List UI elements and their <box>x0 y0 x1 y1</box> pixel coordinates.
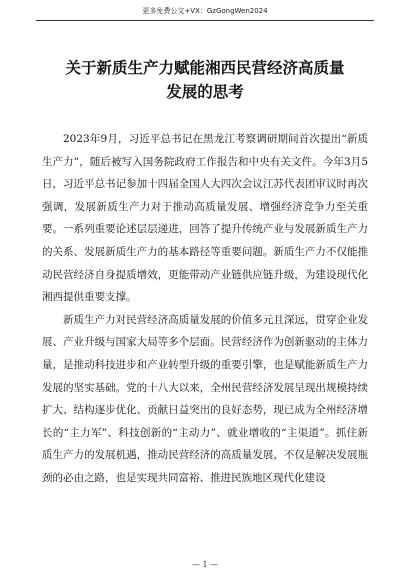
page-number: — 1 — <box>191 560 219 569</box>
document-title <box>40 56 370 104</box>
header-divider <box>36 20 374 21</box>
paragraph-1: 2023年9月，习近平总书记在黑龙江考察调研期间首次提出“新质生产力”，随后被写入国务院政府工作报告和中央有关文件。今年3月5日，习近平总书记参加十四届全国人大四次会议江苏代表团审议时再次强调，发展新质生产力对于推动高质量发展、增强经济竞争力至关重要。一系列重要论述层层递进，回答了提升传统产业与发展新质生产力的关系、发展新质生产力的基本路径等重要问题。新质生产力不仅能推动民营经济自身提质增效，更能带动产业链供应链升级，为建设现代化湘西提供重要支撑。 <box>42 133 368 304</box>
paragraph-2: 新质生产力对民营经济高质量发展的价值多元且深远，贯穿企业发展、产业升级与国家大局等多个层面。民营经济作为创新驱动的主体力量，是推动科技进步和产业转型升级的重要引擎，也是赋能新质生产力发展的坚实基础。党的十八大以来，全州民营经济发展呈现出规模持续扩大、结构逐步优化、贡献日益突出的良好态势，现已成为全州经济增长的“主力军”、科技创新的“主动力”、就业增收的“主渠道”。抓住新质生产力的发展机遇，推动民营经济的高质量发展，不仅是解决发展瓶颈的必由之路，也是实现共同富裕、推进民族地区现代化建设 <box>42 313 368 484</box>
header-note: 更多免费公文+VX：GzGongWen2024 <box>142 7 268 15</box>
title-line-1: 关于新质生产力赋能湘西民营经济高质量 <box>65 59 345 77</box>
document-body <box>42 128 368 490</box>
title-line-2: 发展的思考 <box>166 83 244 101</box>
